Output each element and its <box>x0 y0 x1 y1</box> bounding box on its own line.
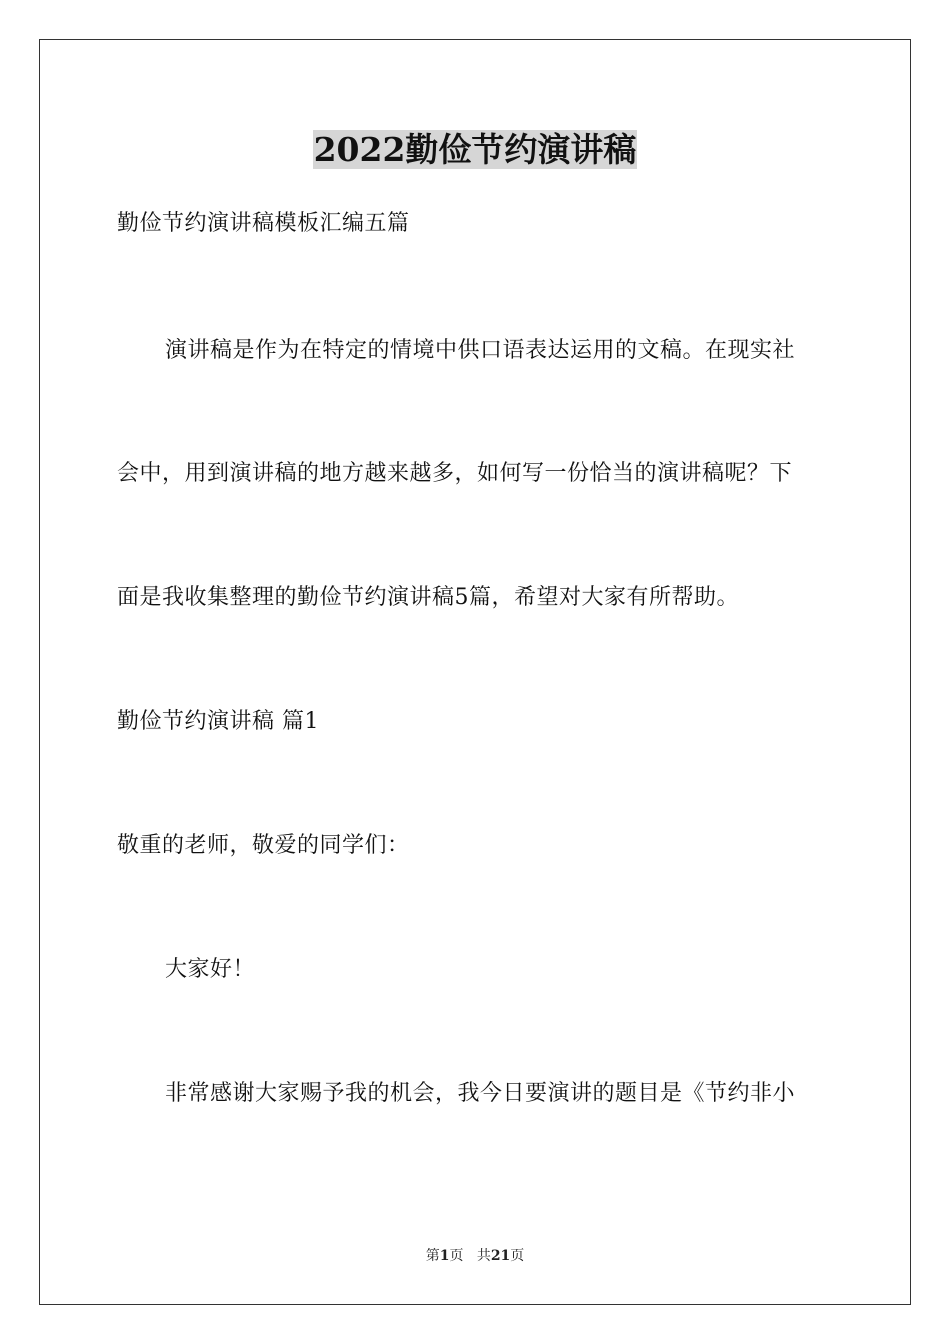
footer-page-current: 1 <box>439 1248 450 1264</box>
page-footer <box>0 1246 950 1266</box>
document-title <box>0 128 950 172</box>
body-paragraph-line-1: 非常感谢大家赐予我的机会，我今日要演讲的题目是《节约非小 <box>165 1081 796 1106</box>
footer-total-prefix: 共 <box>476 1248 491 1264</box>
document-title-text: 2022勤俭节约演讲稿 <box>313 130 637 169</box>
footer-page-suffix: 页 <box>449 1248 464 1264</box>
footer-total-suffix: 页 <box>510 1248 525 1264</box>
section-heading: 勤俭节约演讲稿 篇1 <box>117 709 319 734</box>
intro-paragraph-line-2: 会中，用到演讲稿的地方越来越多，如何写一份恰当的演讲稿呢？下 <box>117 461 793 486</box>
footer-page-total: 21 <box>490 1248 511 1264</box>
footer-page-prefix: 第 <box>425 1248 440 1264</box>
intro-paragraph-line-3: 面是我收集整理的勤俭节约演讲稿5篇，希望对大家有所帮助。 <box>117 585 739 610</box>
greeting-line: 大家好！ <box>165 957 256 982</box>
intro-paragraph-line-1: 演讲稿是作为在特定的情境中供口语表达运用的文稿。在现实社 <box>165 338 796 363</box>
salutation-line: 敬重的老师，敬爱的同学们： <box>117 833 410 858</box>
document-subtitle: 勤俭节约演讲稿模板汇编五篇 <box>117 211 410 236</box>
